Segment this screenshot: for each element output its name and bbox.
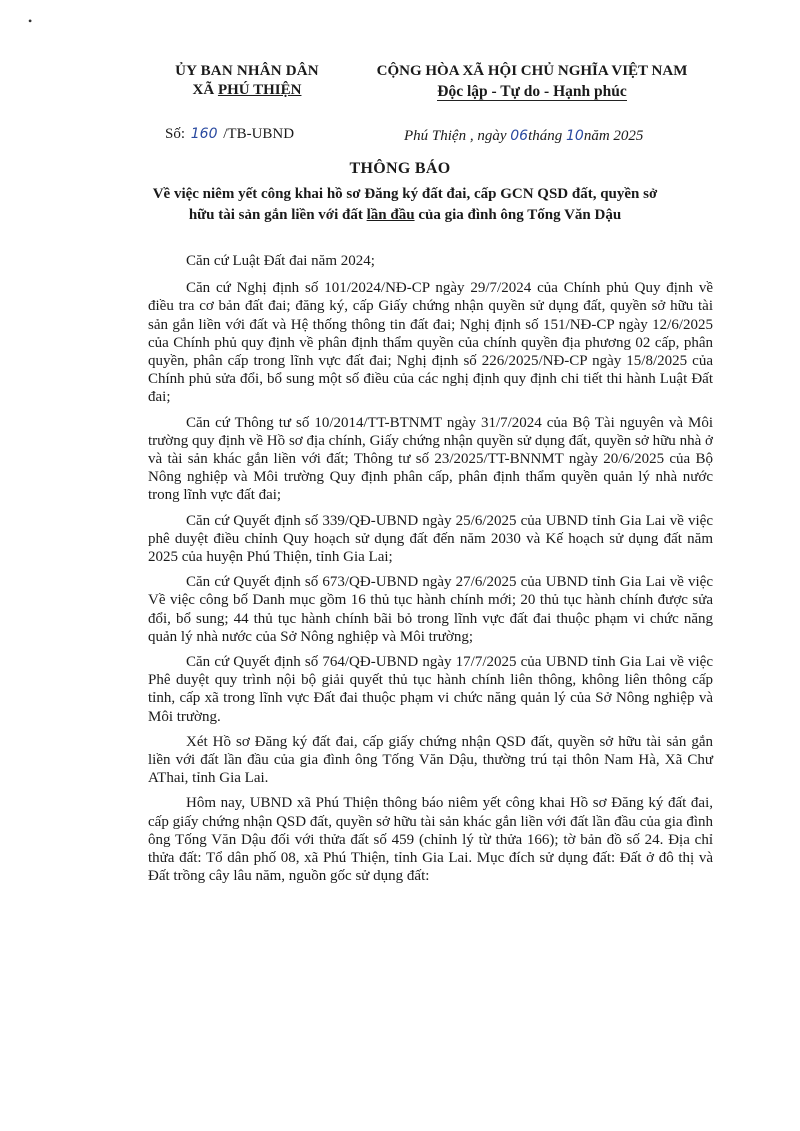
paragraph-decision-764: Căn cứ Quyết định số 764/QĐ-UBND ngày 17/7/2025 của UBND tỉnh Gia Lai về việc Phê duyệt quy trình nội bộ giải quyết thủ tục hành chính liên thông, không liên thông cấp tỉnh, cấp xã trong lĩnh vực Đất đai thuộc phạm vi chức năng quản lý của Sở Nông nghiệp và Môi trường.	[148, 654, 713, 725]
paragraph-decree-basis: Căn cứ Nghị định số 101/2024/NĐ-CP ngày 29/7/2024 của Chính phủ Quy định về điều tra cơ bản đất đai; đăng ký, cấp Giấy chứng nhận quyền sử dụng đất, quyền sở hữu tài sản gắn liền với đất và Hệ thống thông tin đất đai; Nghị định số 151/NĐ-CP ngày 12/6/2025 của Chính phủ quy định về phân định thẩm quyền của chính quyền địa phương 02 cấp, phân quyền, phân cấp trong lĩnh vực đất đai; Nghị định số 226/2025/NĐ-CP ngày 15/8/2025 của Chính phủ sửa đổi, bổ sung một số điều của các nghị định quy định chi tiết thi hành Luật Đất đai;	[148, 280, 713, 406]
paragraph-announcement: Hôm nay, UBND xã Phú Thiện thông báo niêm yết công khai Hồ sơ Đăng ký đất đai, cấp giấy chứng nhận QSD đất, quyền sở hữu tài sản khác gắn liền với đất lần đầu của gia đình ông Tống Văn Dậu đối với thửa đất số 459 (chỉnh lý từ thửa 166); tờ bản đồ số 24. Địa chỉ thửa đất: Tổ dân phố 08, xã Phú Thiện, tỉnh Gia Lai. Mục đích sử dụng đất: Đất ở đô thị và Đất trồng cây lâu năm, nguồn gốc sử dụng đất:	[148, 795, 713, 885]
authority-commune: XÃ PHÚ THIỆN	[192, 82, 302, 98]
paragraph-circular-basis: Căn cứ Thông tư số 10/2014/TT-BTNMT ngày 31/7/2024 của Bộ Tài nguyên và Môi trường quy định về Hồ sơ địa chính, Giấy chứng nhận quyền sử dụng đất, quyền sở hữu nhà ở và tài sản khác gắn liền với đất; Thông tư số 23/2025/TT-BNNMT ngày 20/6/2025 của Bộ Nông nghiệp và Môi trường Quy định phân cấp, phân định thẩm quyền quản lý nhà nước trong lĩnh vực đất đai;	[148, 414, 713, 504]
paragraph-decision-673: Căn cứ Quyết định số 673/QĐ-UBND ngày 27/6/2025 của UBND tỉnh Gia Lai về việc Về việc công bố Danh mục gồm 16 thủ tục hành chính mới; 20 thủ tục hành chính được sửa đổi, bổ sung; 44 thủ tục hành chính bãi bỏ trong lĩnh vực đất đai thuộc phạm vi chức năng quản lý nhà nước của Sở Nông nghiệp và Môi trường;	[148, 574, 713, 645]
document-number: Số: 160 /TB-UBND	[165, 126, 295, 142]
commune-name: PHÚ THIỆN	[217, 82, 302, 98]
handwritten-month: 10	[566, 128, 584, 144]
nation-name: CỘNG HÒA XÃ HỘI CHỦ NGHĨA VIỆT NAM	[376, 63, 688, 79]
national-motto: Độc lập - Tự do - Hạnh phúc	[437, 83, 627, 100]
paragraph-legal-basis-law: Căn cứ Luật Đất đai năm 2024;	[186, 253, 375, 269]
document-title: THÔNG BÁO	[349, 160, 451, 177]
handwritten-day: 06	[510, 128, 529, 144]
paragraph-dossier-review: Xét Hồ sơ Đăng ký đất đai, cấp giấy chứng nhận QSD đất, quyền sở hữu tài sản gắn liền với đất lần đầu của gia đình ông Tống Văn Dậu, thường trú tại thôn Nam Hà, Xã Chư AThai, tỉnh Gia Lai.	[148, 733, 713, 787]
paragraph-decision-339: Căn cứ Quyết định số 339/QĐ-UBND ngày 25/6/2025 của UBND tỉnh Gia Lai về việc phê duyệt điều chỉnh Quy hoạch sử dụng đất đến năm 2030 và Kế hoạch sử dụng đất năm 2025 của huyện Phú Thiện, tỉnh Gia Lai;	[148, 512, 713, 566]
authority-name: ỦY BAN NHÂN DÂN	[175, 63, 319, 79]
issuing-authority	[152, 62, 342, 100]
national-heading	[352, 62, 712, 103]
document-subject: Về việc niêm yết công khai hồ sơ Đăng ký đất đai, cấp GCN QSD đất, quyền sở hữu tài sản gắn liền với đất lần đầu của gia đình ông Tống Văn Dậu	[152, 186, 658, 223]
scan-corner-mark: •	[28, 14, 33, 28]
document-header	[0, 62, 800, 152]
handwritten-number: 160	[190, 126, 218, 142]
document-body	[148, 252, 713, 893]
document-date: Phú Thiện , ngày 06tháng 10năm 2025	[404, 128, 644, 144]
